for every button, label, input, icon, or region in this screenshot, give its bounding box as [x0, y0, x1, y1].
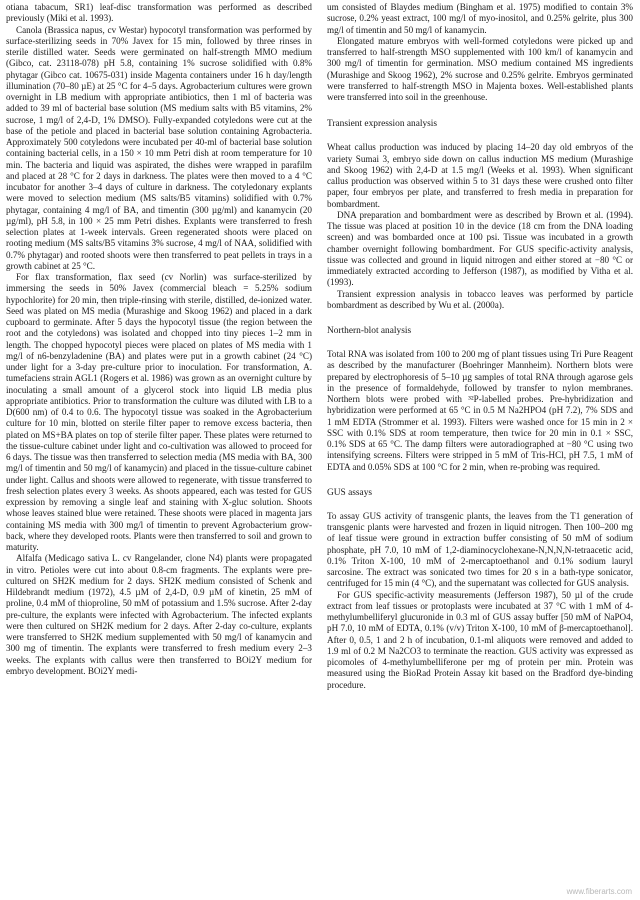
paragraph: Elongated mature embryos with well-formed cotyledons were picked up and transferred to half-strength MSO supplemented with 100 km/l of kanamycin and 300 mg/l of timentin for germination. MSO medium contained MS ingredients (Murashige and Skoog 1962), 2% sucrose and 0.25% gelrite. Embryos germinated were transferred to half-strength MSO in Majenta boxes. Well-established plants were transferred into soil in the greenhouse.	[327, 35, 633, 102]
left-column	[6, 2, 312, 898]
paragraph: Wheat callus production was induced by placing 14–20 day old embryos of the variety Sumai 3, embryo side down on callus induction MS medium (Murashige and Skoog 1962) with 2,4-D at 1.5 mg/l (Weeks et al. 1993). When significant callus production was observed within 5 to 31 days these were crushed onto filter paper, four embryos per plate, and transferred to fresh media in preparation for bombardment.	[327, 142, 633, 209]
section-heading-gus-assays: GUS assays	[327, 487, 373, 498]
paragraph: For flax transformation, flax seed (cv Norlin) was surface-sterilized by immersing the seeds in 50% Javex (commercial bleach = 5.25% sodium hypochlorite) for 20 min, then triple-rinsing with sterile, distilled, de-ionized water. Seed was plated on MS media (Murashige and Skoog 1962) and placed in a dark cupboard to germinate. After 5 days the hypocotyl tissue (the region between the root and the cotyledons) was isolated and chopped into tiny pieces 1–2 mm in length. The chopped hypocotyl pieces were placed on plates of MS media with 1 mg/l of n6-benzyladenine (BA) and plates were put in a growth cabinet (24 °C) under light for a 3-day pre-culture prior to inoculation. For transformation, A. tumefaciens strain AGL1 (Rogers et al. 1986) was grown as an overnight culture by inoculating a small amount of a glycerol stock into liquid LB media plus appropriate antibiotics. Prior to transformation the culture was diluted with LB to a D(600 nm) of 0.4 to 0.6. The hypocotyl tissue was soaked in the Agrobacterium culture for 10 min, blotted on sterile filter paper to remove excess bacteria, then plated on MS+BA plates on top of sterile filter paper. These plates were returned to the tissue-culture cabinet under light and co-cultivation was allowed to proceed for 6 days. The tissue was then transferred to selection media (MS media with BA, 300 mg/l of timentin and 50 mg/l of kanamycin) and placed in the tissue-culture cabinet under light. Callus and shoots were allowed to regenerate, with tissue transferred to fresh selection plates every 3 weeks. As shoots appeared, each was tested for GUS expression by removing a single leaf and staining with X-gluc solution. Shoots whose leaves stained blue were retained. These shoots were placed in magenta jars containing MS media with 300 mg/l of timentin to prevent Agrobacterium grow-back, where they developed roots. Plants were then transferred to soil and grown to maturity.	[6, 272, 312, 552]
paragraph: To assay GUS activity of transgenic plants, the leaves from the T1 generation of transgenic plants were harvested and frozen in liquid nitrogen. Then 100–200 mg of leaf tissue were ground in extraction buffer consisting of 50 mM of sodium phosphate, pH 7.0, 10 mM of 1,2-diaminocyclohexane-N,N,N,N-tetraacetic acid, 0.1% Triton X-100, 10 mM of 2-mercaptoethanol and 0.1% sodium lauryl sarcosine. The extract was sonicated two times for 20 s in a bath-type sonicator, centrifuged for 15 min (4 °C), and the supernatant was collected for GUS analysis.	[327, 510, 633, 589]
paragraph: DNA preparation and bombardment were as described by Brown et al. (1994). The tissue was placed at position 10 in the device (18 cm from the DNA loading screen) and was bombarded once at 100 psi. Tissue was incubated in a growth chamber overnight following bombardment. For GUS specific-activity analysis, tissue was collected and ground in liquid nitrogen and either stored at −80 °C or immediately extracted according to Jefferson (1987), as modified by Vitha et al. (1993).	[327, 209, 633, 288]
paragraph: um consisted of Blaydes medium (Bingham et al. 1975) modified to contain 3% sucrose, 0.2% yeast extract, 100 mg/l of myo-inositol, and 0.25% gelrite, plus 300 mg/l of timentin and 50 mg/l of kanamycin.	[327, 2, 633, 35]
paragraph: For GUS specific-activity measurements (Jefferson 1987), 50 µl of the crude extract from leaf tissues or protoplasts were incubated at 37 °C with 1 mM of 4-methylumbelliferyl glucuronide in 0.3 ml of GUS assay buffer [50 mM of NaPO4, pH 7.0, 10 mM of EDTA, 0.1% (v/v) Triton X-100, 10 mM of β-mercaptoethanol]. After 0, 0.5, 1 and 2 h of incubation, 0.1-ml aliquots were removed and added to 1.9 ml of 0.2 M Na2CO3 to terminate the reaction. GUS activity was expressed as picomoles of 4-methylumbelliferone per mg of protein per min. Protein was measured using the BioRad Protein Assay kit based on the Bradford dye-binding procedure.	[327, 589, 633, 690]
paragraph: otiana tabacum, SR1) leaf-disc transformation was performed as described previously (Miki et al. 1993).	[6, 2, 312, 24]
section-heading-northern-blot: Northern-blot analysis	[327, 326, 412, 336]
paragraph: Total RNA was isolated from 100 to 200 mg of plant tissues using Tri Pure Reagent as described by the manufacturer (Boehringer Mannheim). Northern blots were prepared by electrophoresis of 5–10 µg samples of total RNA through agarose gels in the presence of formaldehyde, followed by transfer to nylon membranes. Northern blots were probed with ³²P-labelled probes. Pre-hybridization and hybridization were performed at 65 °C in 0.5 M Na2HPO4 (pH 7.2), 7% SDS and 1 mM EDTA (Strommer et al. 1993). Filters were washed once for 15 min in 2 × SSC with 0.1% SDS at room temperature, then twice for 20 min in 0.1 × SSC, 0.1% SDS at 65 °C. The damp filters were autoradiographed at −80 °C using two intensifying screens. Filters were stripped in 5 mM of Tris-HCl, pH 7.5, 1 mM of EDTA and 0.05% SDS at 100 °C for 2 min, when re-probing was required.	[327, 349, 633, 472]
paragraph: Transient expression analysis in tobacco leaves was performed by particle bombardment as described by Wu et al. (2000a).	[327, 288, 633, 310]
watermark: www.fiberarts.com	[566, 887, 632, 896]
section-heading-transient-expression: Transient expression analysis	[327, 119, 438, 130]
right-column	[327, 2, 633, 898]
paragraph: Canola (Brassica napus, cv Westar) hypocotyl transformation was performed by surface-sterilizing seeds in 70% Javex for 15 min, followed by three rinses in sterile distilled water. Seeds were germinated on half-strength MMO medium (Gibco, cat. 23118-078) pH 5.8, containing 1% sucrose solidified with 0.8% phytagar (Gibco cat. 10675-031) inside Magenta containers under 16 h day/length illumination (70–80 µE) at 25 °C for 4–5 days. Agrobacterium cultures were grown overnight in LB medium with appropriate antibiotics, then 1 ml of bacteria was added to 39 ml of bacterial base solution (MS medium salts with B5 vitamins, 2% sucrose, 1 mg/l of 2,4-D, 1% DMSO). Fully-expanded cotyledons were cut at the base of the petiole and placed in bacterial base solution containing Agrobacteria. Approximately 500 cotyledons were incubated per 40-ml of bacterial base solution containing bacterial cells, in a 150 × 10 mm Petri dish at room temperature for 10 min. The bacteria and liquid was aspirated, the dishes were wrapped in parafilm and placed at 28 °C for 2 days in darkness. The plates were then moved to a 4 °C incubator for another 3–4 days of culture in darkness. The cotyledonary explants were moved to selection medium (MS salts/B5 vitamins) solidified with 0.7% phytagar, containing 4 mg/l of BA, and timentin (300 µg/ml) and kanamycin (20 µg/ml), pH 5.8, in 100 × 25 mm Petri dishes. Explants were transferred to fresh selection plates at 1-week intervals. Green regenerated shoots were placed on rooting medium (MS salts/B5 vitamins 3% sucrose, 4 mg/l of NAA, solidified with 0.7% phytagar) and rooted shoots were then transferred to peat pellets in trays in a growth cabinet at 25 °C.	[6, 24, 312, 271]
paragraph: Alfalfa (Medicago sativa L. cv Rangelander, clone N4) plants were propagated in vitro. Petioles were cut into about 0.8-cm fragments. The explants were pre-cultured on SH2K medium for 2 days. SH2K medium consisted of Schenk and Hildebrandt medium (1972), 4.5 µM of 2,4-D, 0.9 µM of kinetin, 25 mM of proline, 0.4 mM of thioproline, 50 mM of potassium and 1.5% sucrose. After 2-day pre-culture, the explants were infected with Agrobacterium. The infected explants were then cultured on SH2K medium for 2 days. After 2-day co-culture, explants were transferred to SH2K medium supplemented with 50 mg/l of kanamycin and 300 mg of timentin. The explants were transferred to fresh medium every 2–3 weeks. The explants with callus were then transferred to BOi2Y medium for embryo development. BOi2Y medi-	[6, 553, 312, 676]
